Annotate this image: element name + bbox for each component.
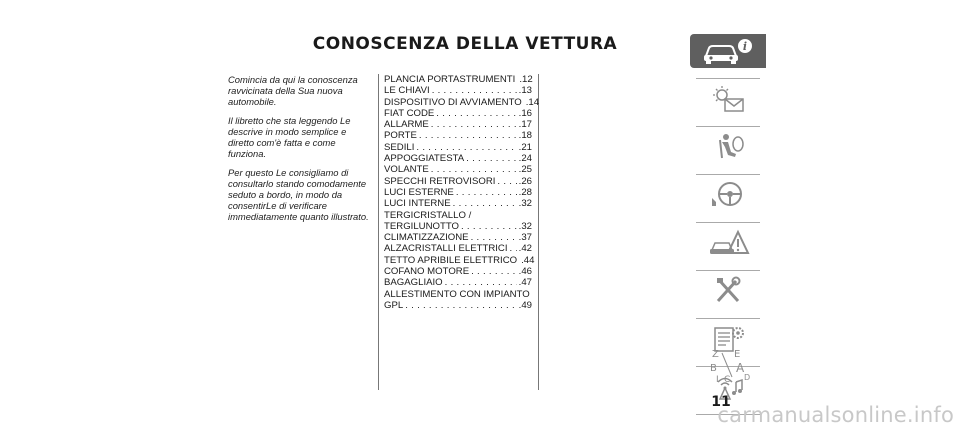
toc-entry[interactable]: PORTE . . . .18 bbox=[384, 130, 532, 141]
toc-entry[interactable]: ALZACRISTALLI ELETTRICI . . . .42 bbox=[384, 243, 532, 254]
page-title: CONOSCENZA DELLA VETTURA bbox=[312, 34, 618, 54]
toc-entry[interactable]: TETTO APRIBILE ELETTRICO .44 bbox=[384, 254, 535, 266]
svg-text:Z: Z bbox=[712, 349, 719, 360]
toc-entry[interactable]: CLIMATIZZAZIONE . . . .37 bbox=[384, 232, 532, 243]
toc-entry[interactable]: LUCI ESTERNE . . . .28 bbox=[384, 187, 532, 198]
emergency-triangle-icon bbox=[698, 228, 758, 258]
svg-text:A: A bbox=[736, 361, 745, 375]
toc-entry[interactable]: LE CHIAVI . . . .13 bbox=[384, 85, 532, 96]
alphabetical-index-icon bbox=[698, 347, 758, 385]
safety-airbag-icon bbox=[698, 132, 758, 162]
column-divider bbox=[538, 74, 539, 390]
toc-entry[interactable]: ALLESTIMENTO CON IMPIANTO GPL . . . .49 bbox=[384, 289, 532, 312]
tab-driving[interactable] bbox=[690, 178, 766, 212]
tab-alphabetical-index[interactable] bbox=[690, 346, 766, 386]
intro-paragraph: Comincia da qui la conoscenza ravvicinata della Sua nuova automobile. bbox=[228, 74, 358, 107]
toc-entry[interactable]: VOLANTE . . . .25 bbox=[384, 164, 532, 175]
tab-separator bbox=[696, 78, 760, 79]
tab-separator bbox=[696, 126, 760, 127]
maintenance-tools-icon bbox=[698, 276, 758, 306]
tab-car-info[interactable] bbox=[690, 34, 766, 68]
toc-entry[interactable]: APPOGGIATESTA . . . .24 bbox=[384, 153, 532, 164]
tab-maintenance[interactable] bbox=[690, 274, 766, 308]
toc-entry[interactable]: DISPOSITIVO DI AVVIAMENTO .14 bbox=[384, 96, 540, 108]
toc-entry[interactable]: SEDILI . . . .21 bbox=[384, 142, 532, 153]
tab-separator bbox=[696, 318, 760, 319]
toc-entry[interactable]: LUCI INTERNE . . . .32 bbox=[384, 198, 532, 209]
tab-separator bbox=[696, 270, 760, 271]
toc-entry[interactable]: TERGICRISTALLO / TERGILUNOTTO . . . .32 bbox=[384, 210, 532, 233]
toc-entry[interactable]: PLANCIA PORTASTRUMENTI .12 bbox=[384, 74, 533, 85]
svg-text:D: D bbox=[744, 373, 751, 382]
intro-paragraph: Il libretto che sta leggendo Le descrive in modo semplice e diretto com'è fatta e come funziona. bbox=[228, 115, 351, 159]
toc-entry[interactable]: COFANO MOTORE . . . .46 bbox=[384, 266, 532, 277]
warning-lights-icon bbox=[698, 84, 758, 114]
toc-entry[interactable]: BAGAGLIAIO . . . .47 bbox=[384, 277, 532, 288]
toc-entry[interactable]: FIAT CODE . . . .16 bbox=[384, 108, 532, 119]
svg-text:C: C bbox=[724, 375, 731, 385]
tab-separator bbox=[696, 174, 760, 175]
intro-text bbox=[228, 74, 373, 230]
toc-entry[interactable]: ALLARME . . . .17 bbox=[384, 119, 532, 130]
svg-text:B: B bbox=[710, 363, 717, 374]
page-number: 11 bbox=[711, 394, 731, 410]
intro-paragraph: Per questo Le consigliamo di consultarlo stando comodamente seduto a bordo, in modo da consentirLe di verificare immediatamente quanto illustrato. bbox=[228, 167, 369, 222]
svg-text:I: I bbox=[716, 375, 719, 385]
toc-entry[interactable]: SPECCHI RETROVISORI . . . .26 bbox=[384, 176, 532, 187]
tab-separator bbox=[696, 222, 760, 223]
column-divider bbox=[378, 74, 379, 390]
watermark: carmanualsonline.info bbox=[717, 403, 954, 427]
svg-text:i: i bbox=[742, 40, 748, 53]
svg-text:E: E bbox=[734, 349, 741, 360]
steering-wheel-icon bbox=[698, 180, 758, 210]
tab-safety[interactable] bbox=[690, 130, 766, 164]
table-of-contents bbox=[384, 74, 540, 311]
tab-warning-lights[interactable] bbox=[690, 82, 766, 116]
toc-label-line1: TERGICRISTALLO / bbox=[384, 209, 472, 221]
car-info-icon bbox=[698, 36, 758, 66]
tab-emergency[interactable] bbox=[690, 226, 766, 260]
toc-label-line1: ALLESTIMENTO CON IMPIANTO bbox=[384, 288, 530, 300]
